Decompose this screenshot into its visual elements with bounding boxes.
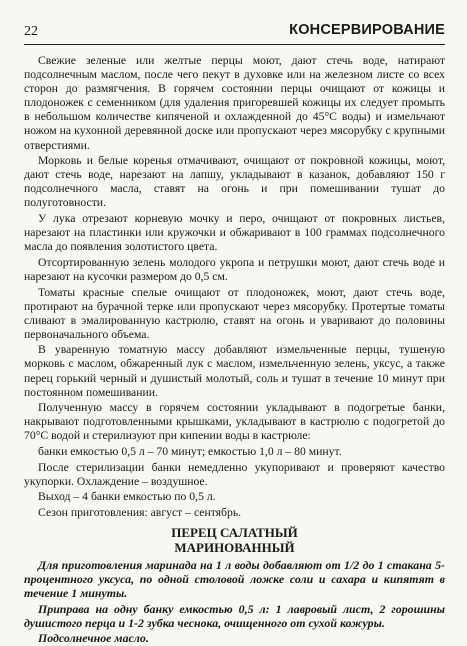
paragraph: Свежие зеленые или желтые перцы моют, дают стечь воде, натирают подсолнечным маслом, после чего пекут в духовке или на железном листе со всех сторон до размягчения. В горячем состоянии перцы очищают от кожицы и плодоножек с семенником (для удаления пригоревшей кожицы их следует промыть в небольшом количестве кипяченой и охлажденной до 45°C воды) и измельчают ножом на кухонной деревянной доске или пропускают через мясорубку с крупными отверстиями. <box>24 54 445 152</box>
running-head: КОНСЕРВИРОВАНИЕ <box>289 22 445 38</box>
recipe-ingredients <box>24 558 445 646</box>
ingredient-paragraph: Приправа на одну банку емкостью 0,5 л: 1 лавровый лист, 2 горошины душистого перца и 1-2 зубка чеснока, очищенного от сухой кожуры. <box>24 601 445 630</box>
paragraph: Полученную массу в горячем состоянии укладывают в подогретые банки, накрывают подготовленными крышками, укладывают в кастрюлю с подогретой до 70°C водой и стерилизуют при кипении воды в кастрюле: <box>24 401 445 443</box>
paragraph: банки емкостью 0,5 л – 70 минут; емкостью 1,0 л – 80 минут. <box>38 445 342 459</box>
ingredient-paragraph: Подсолнечное масло. <box>38 631 149 646</box>
paragraph: Морковь и белые коренья отмачивают, очищают от покровной кожицы, моют, дают стечь воде, нарезают на лапшу, укладывают в казанок, добавляют 150 г подсолнечного масла, ставят на огонь и при помешивании тушат до полуготовности. <box>24 154 445 210</box>
ingredient-paragraph: Для приготовления маринада на 1 л воды добавляют от 1/2 до 1 стакана 5-процентного уксуса, по одной столовой ложке соли и сахара и кипятят в течение 1 минуты. <box>24 558 445 601</box>
paragraph: Сезон приготовления: август – сентябрь. <box>38 505 242 519</box>
paragraph: Томаты красные спелые очищают от плодоножек, моют, дают стечь воде, протирают на бурачной терке или пропускают через мясорубку. Протертые томаты сливают в эмалированную кастрюлю, ставят на огонь и уваривают до половины первоначального объема. <box>24 285 445 341</box>
paragraph: Выход – 4 банки емкостью по 0,5 л. <box>38 490 216 504</box>
paragraph: После стерилизации банки немедленно укупоривают и проверяют качество укупорки. Охлаждение – воздушное. <box>24 460 445 488</box>
page-header <box>24 22 445 45</box>
page-body <box>24 54 445 646</box>
recipe-title <box>24 525 445 555</box>
paragraph: Отсортированную зелень молодого укропа и петрушки моют, дают стечь воде и нарезают на кусочки размером до 0,5 см. <box>24 255 445 283</box>
paragraph: У лука отрезают корневую мочку и перо, очищают от покровных листьев, нарезают на пластинки или кружочки и обжаривают в 100 граммах подсолнечного масла до появления золотистого цвета. <box>24 212 445 254</box>
recipe-title-line: ПЕРЕЦ САЛАТНЫЙ <box>171 525 298 540</box>
paragraph: В уваренную томатную массу добавляют измельченные перцы, тушеную морковь с маслом, обжаренный лук с маслом, измельченную зелень, уксус, а также перец горький черный и душистый молотый, соль и тушат в течение 10 минут при постоянном помешивании. <box>24 343 445 399</box>
recipe-title-line: МАРИНОВАННЫЙ <box>174 540 295 555</box>
page-number: 22 <box>24 24 38 39</box>
